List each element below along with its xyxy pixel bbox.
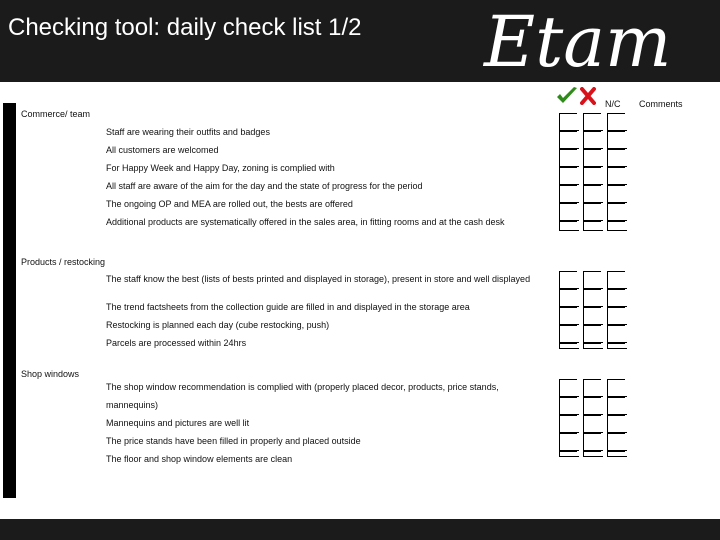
nok-checkbox[interactable] — [583, 185, 603, 203]
box-rule — [583, 307, 601, 308]
box-rule — [583, 415, 601, 416]
box-rule — [559, 325, 577, 326]
ok-checkbox[interactable] — [559, 185, 579, 203]
na-column-header: N/C — [605, 99, 621, 109]
box-rule — [607, 185, 625, 186]
box-rule — [559, 451, 577, 452]
ok-checkbox[interactable] — [559, 167, 579, 185]
comments-column-header: Comments — [639, 99, 683, 109]
na-checkbox[interactable] — [607, 203, 627, 221]
checklist-item: All staff are aware of the aim for the day and the state of progress for the period — [106, 181, 423, 191]
ok-checkbox[interactable] — [559, 131, 579, 149]
box-rule — [583, 203, 601, 204]
nok-checkbox[interactable] — [583, 397, 603, 415]
box-rule — [583, 221, 601, 222]
na-checkbox[interactable] — [607, 185, 627, 203]
box-rule — [607, 271, 625, 272]
box-rule — [583, 113, 601, 114]
box-rule — [607, 433, 625, 434]
checklist-item: All customers are welcomed — [106, 145, 219, 155]
box-rule — [607, 379, 625, 380]
box-rule — [583, 185, 601, 186]
box-rule — [607, 415, 625, 416]
checklist-item: Parcels are processed within 24hrs — [106, 338, 247, 348]
box-rule — [583, 149, 601, 150]
nok-checkbox[interactable] — [583, 167, 603, 185]
box-rule — [607, 289, 625, 290]
ok-checkbox[interactable] — [559, 379, 579, 397]
box-rule — [559, 415, 577, 416]
na-checkbox[interactable] — [607, 307, 627, 325]
box-rule — [559, 307, 577, 308]
box-rule — [607, 307, 625, 308]
ok-checkbox[interactable] — [559, 307, 579, 325]
section-title-commerce-team: Commerce/ team — [21, 109, 91, 119]
header-bar — [0, 0, 720, 82]
nok-checkbox[interactable] — [583, 113, 603, 131]
checklist-item: Mannequins and pictures are well lit — [106, 418, 250, 428]
checklist-item: The shop window recommendation is complied with (properly placed decor, products, price stands, — [106, 382, 499, 392]
na-checkbox[interactable] — [607, 131, 627, 149]
checklist-item: The staff know the best (lists of bests printed and displayed in storage), present in store and well displayed — [106, 274, 531, 284]
box-rule — [583, 131, 601, 132]
na-checkbox[interactable] — [607, 289, 627, 307]
nok-checkbox[interactable] — [583, 149, 603, 167]
box-rule — [583, 167, 601, 168]
page-title: Checking tool: daily check list 1/2 — [8, 14, 362, 41]
ok-checkbox[interactable] — [559, 221, 579, 231]
box-rule — [583, 343, 601, 344]
nok-checkbox[interactable] — [583, 203, 603, 221]
ok-checkbox[interactable] — [559, 325, 579, 343]
box-rule — [583, 271, 601, 272]
na-checkbox[interactable] — [607, 113, 627, 131]
nok-checkbox[interactable] — [583, 433, 603, 451]
box-rule — [559, 343, 577, 344]
box-rule — [559, 221, 577, 222]
box-rule — [607, 113, 625, 114]
box-rule — [559, 433, 577, 434]
box-rule — [607, 221, 625, 222]
box-rule — [583, 379, 601, 380]
nok-checkbox[interactable] — [583, 379, 603, 397]
check-icon — [556, 86, 578, 106]
na-checkbox[interactable] — [607, 149, 627, 167]
box-rule — [559, 131, 577, 132]
checklist-item: The price stands have been filled in properly and placed outside — [106, 436, 361, 446]
nok-checkbox[interactable] — [583, 289, 603, 307]
na-checkbox[interactable] — [607, 271, 627, 289]
na-checkbox[interactable] — [607, 379, 627, 397]
box-rule — [607, 397, 625, 398]
box-rule — [607, 167, 625, 168]
na-checkbox[interactable] — [607, 415, 627, 433]
na-checkbox[interactable] — [607, 167, 627, 185]
left-accent-bar — [3, 103, 16, 498]
cross-icon — [580, 87, 596, 105]
na-checkbox[interactable] — [607, 221, 627, 231]
checklist-item: Staff are wearing their outfits and badges — [106, 127, 270, 137]
ok-checkbox[interactable] — [559, 289, 579, 307]
box-rule — [583, 325, 601, 326]
section-title-products-restocking: Products / restocking — [21, 257, 106, 267]
checklist-item: Restocking is planned each day (cube restocking, push) — [106, 320, 330, 330]
ok-checkbox[interactable] — [559, 397, 579, 415]
footer-bar — [0, 519, 720, 540]
checklist-item: mannequins) — [106, 400, 159, 410]
na-checkbox[interactable] — [607, 325, 627, 343]
na-checkbox[interactable] — [607, 397, 627, 415]
box-rule — [607, 343, 625, 344]
box-rule — [607, 325, 625, 326]
ok-checkbox[interactable] — [559, 415, 579, 433]
etam-logo — [478, 0, 718, 80]
checklist-item: The trend factsheets from the collection guide are filled in and displayed in the storage area — [106, 302, 470, 312]
nok-checkbox[interactable] — [583, 415, 603, 433]
checklist-item: For Happy Week and Happy Day, zoning is complied with — [106, 163, 335, 173]
ok-checkbox[interactable] — [559, 113, 579, 131]
box-rule — [559, 379, 577, 380]
nok-checkbox[interactable] — [583, 271, 603, 289]
section-title-shop-windows: Shop windows — [21, 369, 80, 379]
box-rule — [559, 271, 577, 272]
ok-checkbox[interactable] — [559, 271, 579, 289]
checklist-item: The floor and shop window elements are clean — [106, 454, 293, 464]
ok-checkbox[interactable] — [559, 149, 579, 167]
box-rule — [559, 167, 577, 168]
box-rule — [559, 149, 577, 150]
box-rule — [583, 451, 601, 452]
checklist-item: Additional products are systematically offered in the sales area, in fitting rooms and at the cash desk — [106, 217, 505, 227]
box-rule — [607, 149, 625, 150]
box-rule — [607, 131, 625, 132]
ok-checkbox[interactable] — [559, 203, 579, 221]
box-rule — [559, 203, 577, 204]
box-rule — [559, 113, 577, 114]
logo-text: Etam — [484, 1, 672, 80]
box-rule — [559, 397, 577, 398]
box-rule — [583, 433, 601, 434]
box-rule — [607, 451, 625, 452]
ok-checkbox[interactable] — [559, 433, 579, 451]
nok-checkbox[interactable] — [583, 307, 603, 325]
na-checkbox[interactable] — [607, 433, 627, 451]
nok-checkbox[interactable] — [583, 131, 603, 149]
nok-checkbox[interactable] — [583, 221, 603, 231]
box-rule — [559, 185, 577, 186]
checklist-item: The ongoing OP and MEA are rolled out, the bests are offered — [106, 199, 353, 209]
box-rule — [583, 289, 601, 290]
box-rule — [583, 397, 601, 398]
nok-checkbox[interactable] — [583, 325, 603, 343]
box-rule — [607, 203, 625, 204]
box-rule — [559, 289, 577, 290]
